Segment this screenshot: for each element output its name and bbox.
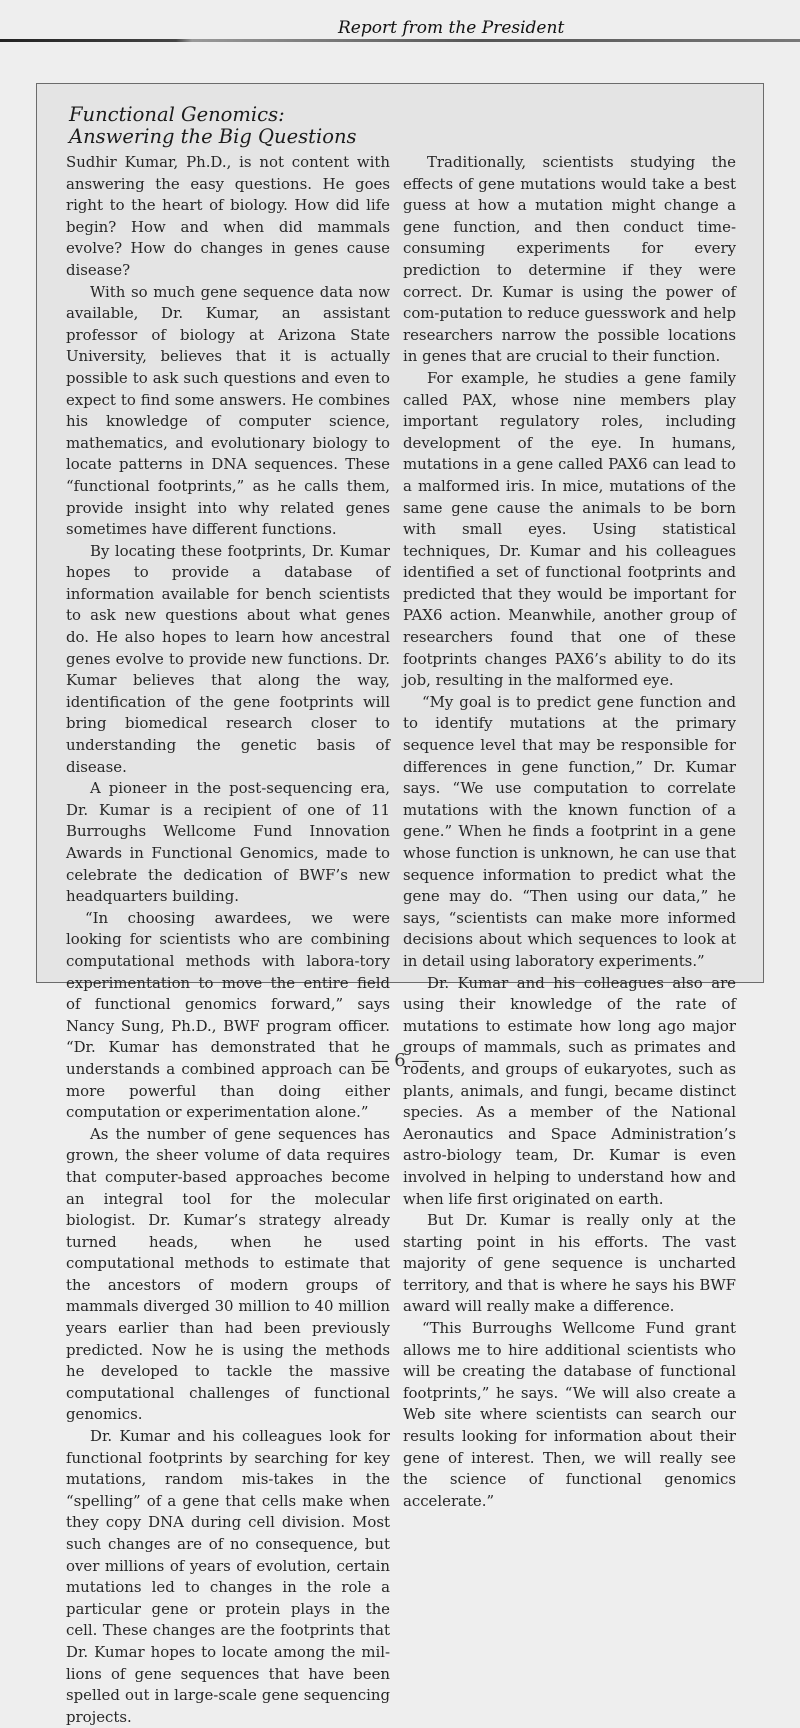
paragraph: Dr. Kumar and his colleagues look for functional footprints by searching for key mutations, random mis-takes in the “spelling” of a gene that cells make when they copy DNA during cell division. Most such changes are of no consequence, but over millions of years of evolution, certain mutations led to changes in the role a particular gene or protein plays in the cell. These changes are the footprints that Dr. Kumar hopes to locate among the mil-lions of gene sequences that have been spelled out in large-scale gene sequencing projects. [66,1427,390,1726]
right-column [403,152,736,1512]
paragraph: “My goal is to predict gene function and to identify mutations at the primary sequence level that may be responsible for differences in gene function,” Dr. Kumar says. “We use computation to correlate mutations with the known function of a gene.” When he finds a footprint in a gene whose function is unknown, he can use that sequence information to predict what the gene may do. “Then using our data,” he says, “scientists can make more informed decisions about which sequences to look at in detail using laboratory experiments.” [403,692,736,970]
page-header [0,0,800,48]
header-rule [0,39,800,42]
paragraph: With so much gene sequence data now available, Dr. Kumar, an assistant professor of biology at Arizona State University, believes that it is actually possible to ask such questions and even to expect to find some answers. He combines his knowledge of computer science, mathematics, and evolutionary biology to locate patterns in DNA sequences. These “functional footprints,” as he calls them, provide insight into why related genes sometimes have different functions. [66,282,390,539]
paragraph: As the number of gene sequences has grown, the sheer volume of data requires that computer-based approaches become an integral tool for the molecular biologist. Dr. Kumar’s strategy already turned heads, when he used computational methods to estimate that the ancestors of modern groups of mammals diverged 30 million to 40 million years earlier than had been previously predicted. Now he is using the methods he developed to tackle the massive computational challenges of functional genomics. [66,1124,390,1424]
paragraph: “In choosing awardees, we were looking for scientists who are combining computational methods with labora-tory experimentation to move the entire field of functional genomics forward,” says Nancy Sung, Ph.D., BWF program officer. “Dr. Kumar has demonstrated that he understands a combined approach can be more powerful than doing either computation or experimentation alone.” [66,908,390,1122]
paragraph: Traditionally, scientists studying the effects of gene mutations would take a best guess at how a mutation might change a gene function, and then conduct time-consuming experiments for every prediction to determine if they were correct. Dr. Kumar is using the power of com-putation to reduce guesswork and help researchers narrow the possible locations in genes that are crucial to their function. [403,153,736,366]
paragraph: Sudhir Kumar, Ph.D., is not content with answering the easy questions. He goes right to the heart of biology. How did life begin? How and when did mammals evolve? How do changes in genes cause disease? [66,153,390,279]
page-number: — 6 — [370,1050,430,1071]
paragraph: By locating these footprints, Dr. Kumar hopes to provide a database of information available for bench scientists to ask new questions about what genes do. He also hopes to learn how ancestral genes evolve to provide new functions. Dr. Kumar believes that along the way, identification of the gene footprints will bring biomedical research closer to understanding the genetic basis of disease. [66,541,390,776]
left-column [66,152,390,1728]
article-title-line-2: Answering the Big Questions [69,125,357,148]
paragraph: Dr. Kumar and his colleagues also are using their knowledge of the rate of mutations to estimate how long ago major groups of mammals, such as primates and rodents, and groups of eukaryotes, such as plants, animals, and fungi, became distinct species. As a member of the National Aeronautics and Space Administration’s astro-biology team, Dr. Kumar is even involved in helping to understand how and when life first originated on earth. [403,973,736,1208]
paragraph: But Dr. Kumar is really only at the starting point in his efforts. The vast majority of gene sequence is uncharted territory, and that is where he says his BWF award will really make a difference. [403,1211,736,1316]
header-title: Report from the President [338,18,565,38]
paragraph: “This Burroughs Wellcome Fund grant allows me to hire additional scientists who will be creating the database of functional footprints,” he says. “We will also create a Web site where scientists can search our results looking for information about their gene of interest. Then, we will really see the science of functional genomics accelerate.” [403,1319,736,1510]
paragraph: A pioneer in the post-sequencing era, Dr. Kumar is a recipient of one of 11 Burroughs Wellcome Fund Innovation Awards in Functional Genomics, made to celebrate the dedication of BWF’s new headquarters building. [66,779,390,906]
article-title-line-1: Functional Genomics: [69,103,285,126]
paragraph: For example, he studies a gene family called PAX, whose nine members play important regulatory roles, including development of the eye. In humans, mutations in a gene called PAX6 can lead to a malformed iris. In mice, mutations of the same gene cause the animals to be born with small eyes. Using statistical techniques, Dr. Kumar and his colleagues identified a set of functional footprints and predicted that they would be important for PAX6 action. Meanwhile, another group of researchers found that one of these footprints changes PAX6’s ability to do its job, resulting in the malformed eye. [403,368,736,690]
article-title [69,104,469,148]
article-box [36,83,764,1726]
